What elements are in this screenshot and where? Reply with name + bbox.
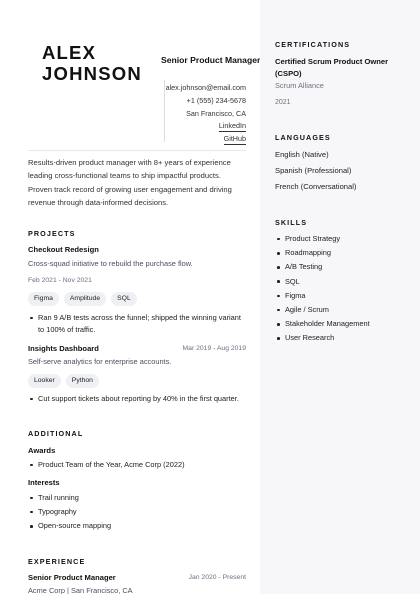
experience-date: Jan 2020 - Present bbox=[188, 574, 246, 581]
resume-main-column bbox=[28, 0, 261, 594]
languages-heading: LANGUAGES bbox=[275, 133, 331, 142]
bullet-item: Ran 9 A/B tests across the funnel; shipped the winning variant to 100% of traffic. bbox=[28, 312, 246, 336]
candidate-name bbox=[42, 42, 142, 84]
project-date: Feb 2021 - Nov 2021 bbox=[28, 277, 92, 284]
contact-info bbox=[164, 82, 246, 146]
certification-issuer: Scrum Alliance bbox=[275, 81, 324, 90]
project-tags bbox=[28, 292, 137, 306]
experience-title: Senior Product Manager bbox=[28, 573, 116, 582]
summary-text: Results-driven product manager with 8+ years of experience leading cross-functional teams to ship impactful products. Proven track record of growing user engagement and driving revenue through data-informed decisions. bbox=[28, 158, 232, 208]
header-divider bbox=[28, 150, 246, 151]
project-tags bbox=[28, 374, 99, 388]
bullet-item: Cut support tickets about reporting by 40% in the first quarter. bbox=[28, 393, 246, 405]
certification-year: 2021 bbox=[275, 99, 291, 106]
interest-item: Typography bbox=[28, 506, 246, 518]
interest-item: Open-source mapping bbox=[28, 520, 246, 532]
skill-item: Stakeholder Management bbox=[275, 317, 370, 331]
linkedin-link[interactable]: LinkedIn bbox=[218, 121, 246, 131]
interests-label: Interests bbox=[28, 478, 60, 487]
project-title: Checkout Redesign bbox=[28, 245, 99, 254]
job-title: Senior Product Manager bbox=[161, 55, 261, 65]
project-date: Mar 2019 - Aug 2019 bbox=[182, 345, 246, 352]
tag: Figma bbox=[28, 292, 59, 306]
resume-sidebar bbox=[260, 0, 420, 594]
interests-list bbox=[28, 492, 246, 535]
tag: Looker bbox=[28, 374, 61, 388]
first-name: ALEX bbox=[42, 42, 97, 63]
tag: Amplitude bbox=[64, 292, 106, 306]
tag: Python bbox=[66, 374, 99, 388]
project-subtitle: Self-serve analytics for enterprise accounts. bbox=[28, 357, 172, 366]
project-subtitle: Cross-squad initiative to rebuild the purchase flow. bbox=[28, 259, 193, 268]
skill-item: A/B Testing bbox=[275, 260, 370, 274]
project-bullets bbox=[28, 393, 246, 407]
language-item: English (Native) bbox=[275, 150, 329, 159]
experience-heading: EXPERIENCE bbox=[28, 557, 86, 566]
project-title: Insights Dashboard bbox=[28, 344, 99, 353]
project-bullets bbox=[28, 312, 246, 338]
skill-item: Roadmapping bbox=[275, 246, 370, 260]
additional-heading: ADDITIONAL bbox=[28, 429, 84, 438]
job-title-block bbox=[161, 54, 261, 67]
skill-item: User Research bbox=[275, 331, 370, 345]
skill-item: Product Strategy bbox=[275, 232, 370, 246]
language-item: French (Conversational) bbox=[275, 182, 357, 192]
skill-item: Agile / Scrum bbox=[275, 303, 370, 317]
skill-item: Figma bbox=[275, 289, 370, 303]
awards-label: Awards bbox=[28, 446, 56, 455]
certifications-heading: CERTIFICATIONS bbox=[275, 40, 351, 49]
phone-text: +1 (555) 234-5678 bbox=[186, 95, 246, 105]
skill-item: SQL bbox=[275, 275, 370, 289]
skills-list bbox=[275, 232, 370, 346]
last-name: JOHNSON bbox=[42, 63, 142, 84]
certification-name: Certified Scrum Product Owner (CSPO) bbox=[275, 57, 389, 78]
award-item: Product Team of the Year, Acme Corp (2022) bbox=[28, 459, 246, 471]
tag: SQL bbox=[111, 292, 137, 306]
skills-heading: SKILLS bbox=[275, 218, 308, 227]
languages-list bbox=[275, 147, 356, 196]
location-text: San Francisco, CA bbox=[186, 108, 246, 118]
email-text[interactable]: alex.johnson@email.com bbox=[165, 83, 246, 92]
language-item: Spanish (Professional) bbox=[275, 166, 352, 176]
projects-heading: PROJECTS bbox=[28, 229, 76, 238]
awards-list bbox=[28, 459, 246, 473]
interest-item: Trail running bbox=[28, 492, 246, 504]
github-link[interactable]: GitHub bbox=[223, 134, 246, 144]
experience-company: Acme Corp | San Francisco, CA bbox=[28, 586, 133, 594]
